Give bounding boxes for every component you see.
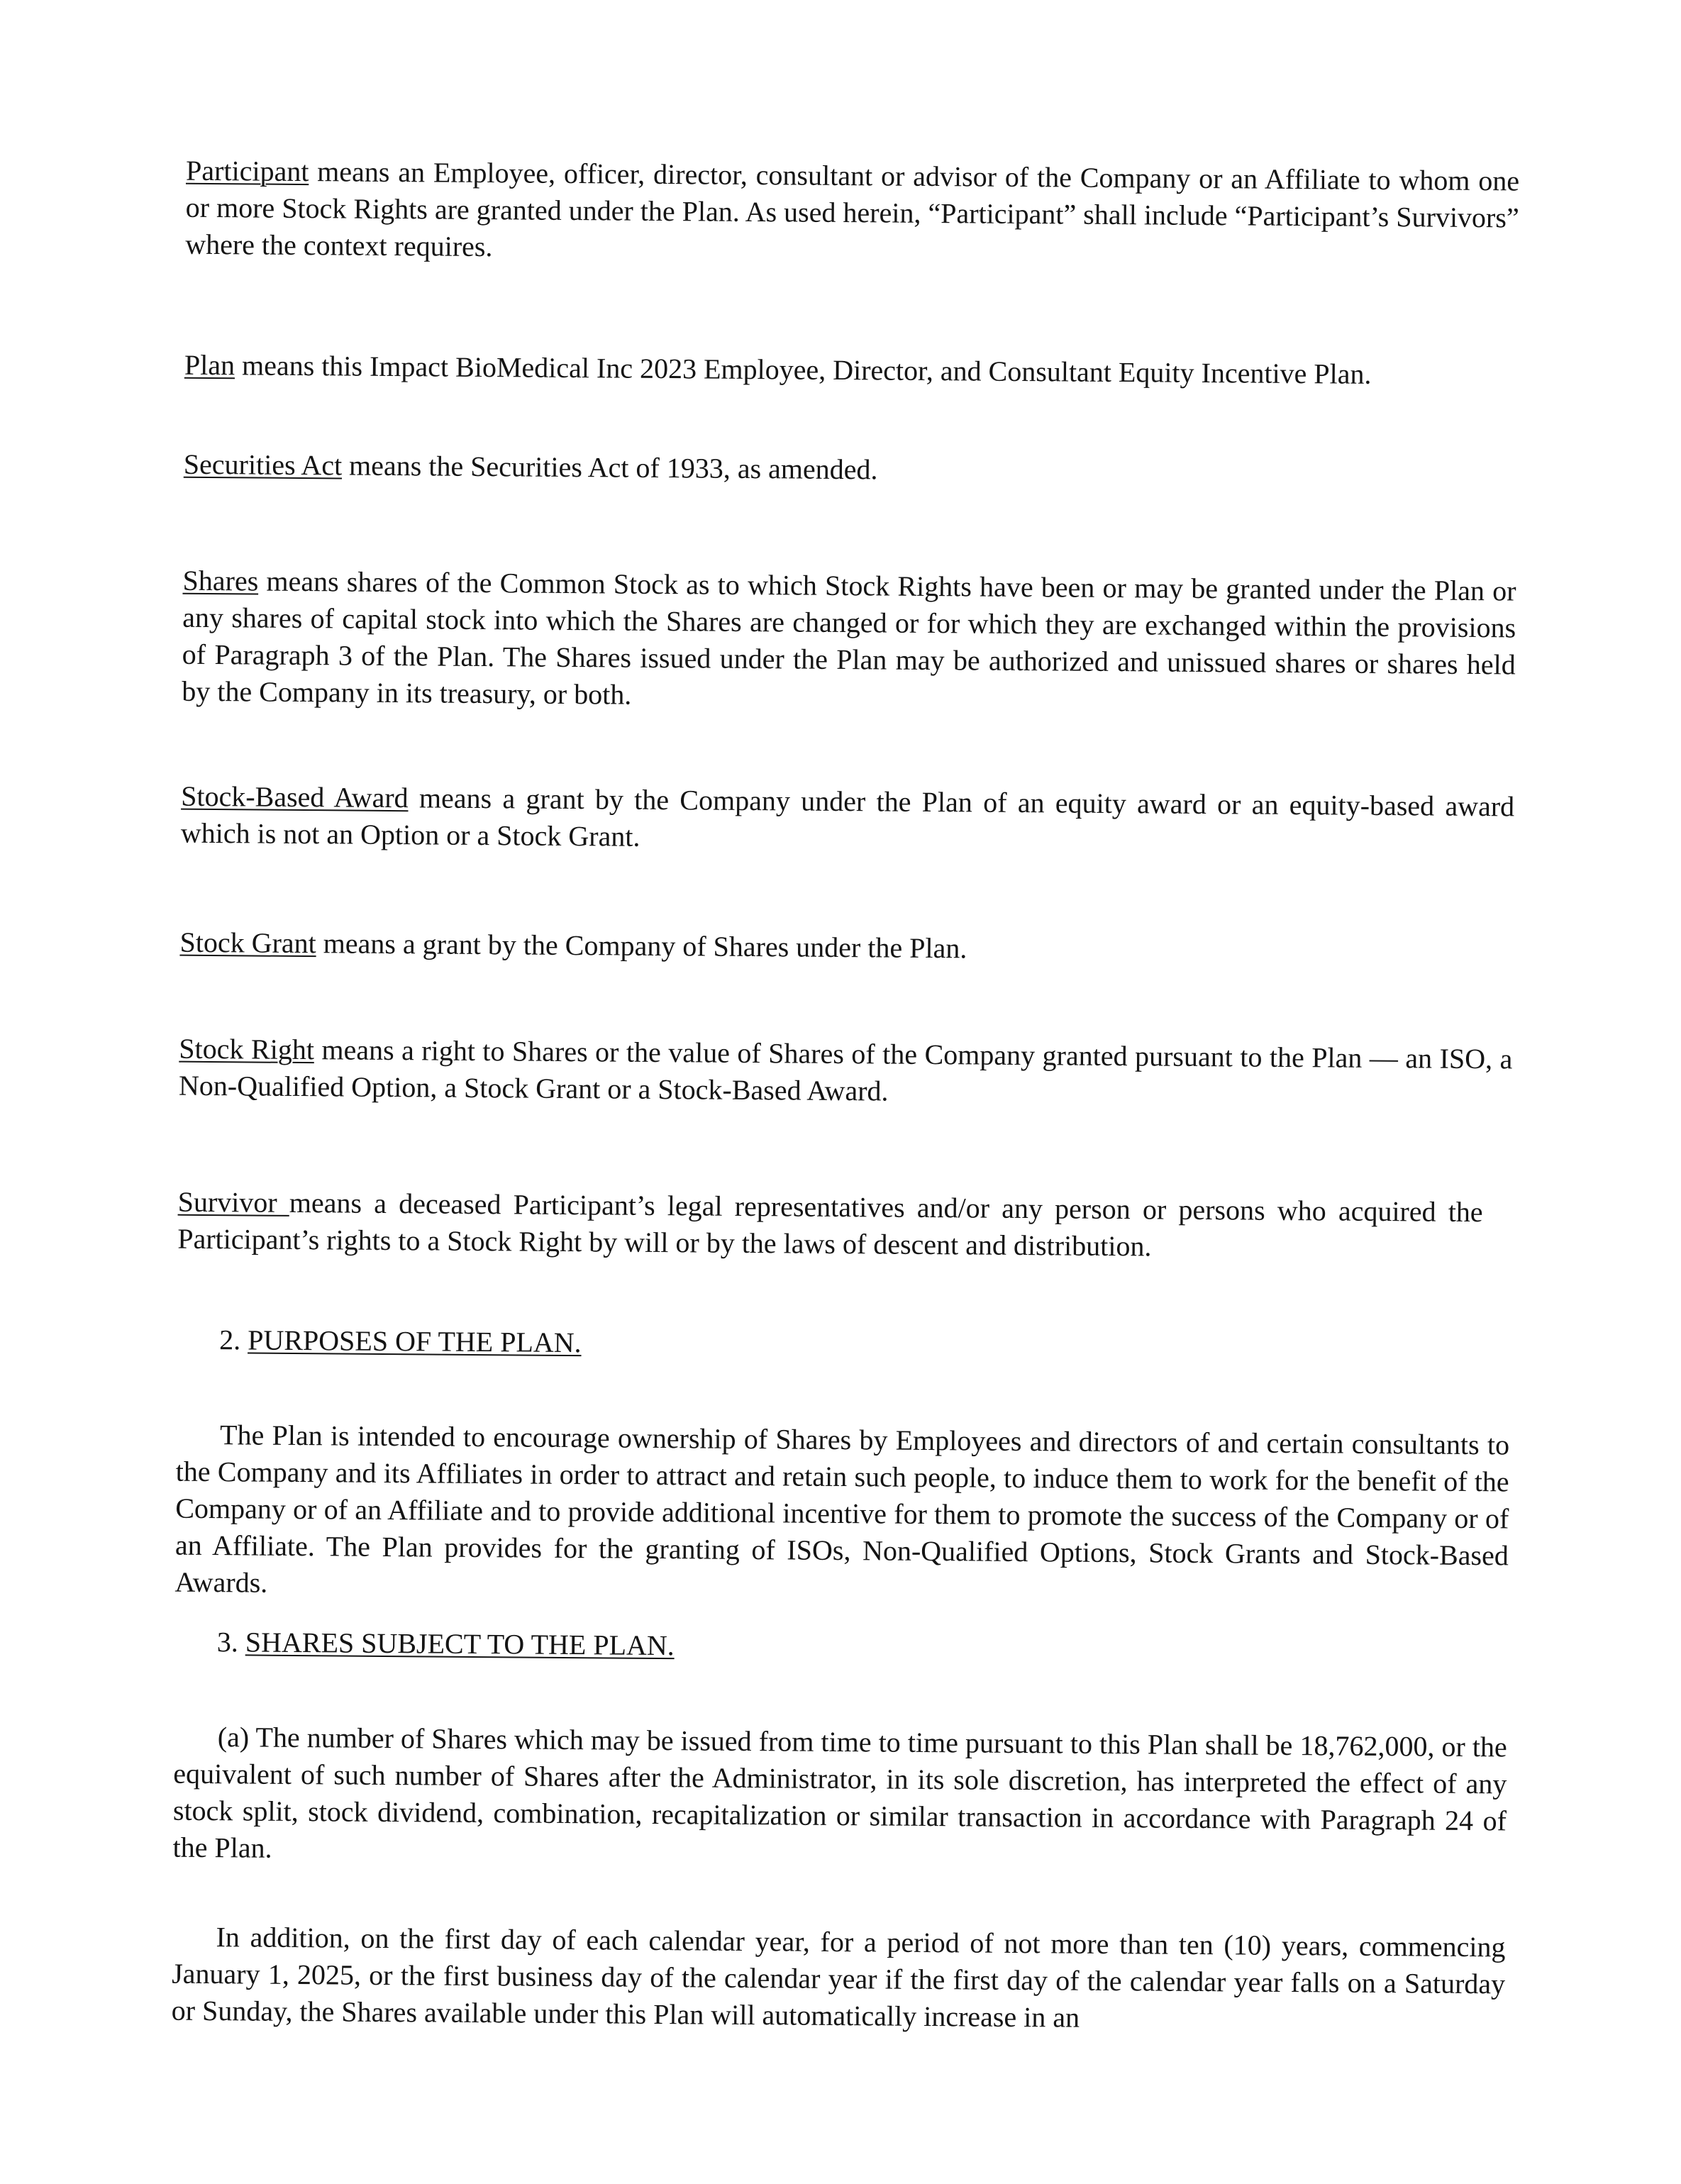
defined-term: Stock Right bbox=[179, 1032, 315, 1066]
defined-term: Plan bbox=[184, 348, 235, 382]
section-2-body: The Plan is intended to encourage ownership of Shares by Employees and directors of and certain consultants to the Company and its Affiliates in order to attract and retain such people, to induce them to work for the benefit of the Company or of an Affiliate and to provide additional incentive for them to promote the success of the Company or of an Affiliate. The Plan provides for the granting of ISOs, Non-Qualified Options, Stock Grants and Stock-Based Awards. bbox=[174, 1419, 1510, 1599]
definition-securities-act bbox=[184, 446, 1517, 494]
definition-text: means the Securities Act of 1933, as amended. bbox=[341, 449, 878, 486]
definition-survivor bbox=[177, 1184, 1483, 1268]
defined-term: Securities Act bbox=[183, 448, 343, 482]
definition-text: means a grant by the Company of Shares under the Plan. bbox=[316, 927, 967, 965]
section-3-paragraph-b: In addition, on the first day of each calendar year, for a period of not more than ten (10) years, commencing January 1, 2025, or the first business day of the calendar year if the first day of the calendar year falls on a Saturday or Sunday, the Shares available under this Plan will automatically increase in an bbox=[171, 1921, 1506, 2034]
definition-stock-right bbox=[179, 1031, 1513, 1115]
definition-participant bbox=[185, 153, 1519, 274]
definition-plan bbox=[184, 347, 1518, 394]
section-3-paragraph-a: (a) The number of Shares which may be issued from time to time pursuant to this Plan shall be 18,762,000, or the equivalent of such number of Shares after the Administrator, in its sole discretion, has interpreted the effect of any stock split, stock dividend, combination, recapitalization or similar transaction in accordance with Paragraph 24 of the Plan. bbox=[172, 1721, 1507, 1864]
definition-stock-based-award bbox=[181, 778, 1515, 863]
definition-text: means a right to Shares or the value of Shares of the Company granted pursuant to the Plan — an ISO, a Non-Qualified Option, a Stock Grant or a Stock-Based Award. bbox=[178, 1033, 1513, 1107]
section-title: PURPOSES OF THE PLAN. bbox=[248, 1324, 582, 1359]
definition-stock-grant bbox=[179, 924, 1513, 972]
section-2-heading bbox=[219, 1321, 582, 1361]
defined-term: Shares bbox=[182, 564, 259, 597]
defined-term: Participant bbox=[185, 154, 309, 188]
definition-text: means an Employee, officer, director, consultant or advisor of the Company or an Affiliate to whom one or more Stock Rights are granted under the Plan. As used herein, “Participant” shall include “Participant’s Survivors” where the context requires. bbox=[185, 155, 1520, 263]
definition-text: means shares of the Common Stock as to which Stock Rights have been or may be granted under the Plan or any shares of capital stock into which the Shares are changed or for which they are exchanged within the provisions of Paragraph 3 of the Plan. The Shares issued under the Plan may be authorized and unissued shares or shares held by the Company in its treasury, or both. bbox=[182, 565, 1516, 711]
definition-text: means a deceased Participant’s legal representatives and/or any person or persons who acquired the Participant’s rights to a Stock Right by will or by the laws of descent and distribution. bbox=[177, 1186, 1483, 1263]
section-number: 2. bbox=[219, 1324, 248, 1356]
defined-term: Survivor bbox=[177, 1185, 290, 1219]
section-number: 3. bbox=[216, 1626, 246, 1658]
section-title: SHARES SUBJECT TO THE PLAN. bbox=[245, 1626, 675, 1662]
definition-text: means a grant by the Company under the Plan of an equity award or an equity-based award which is not an Option or a Stock Grant. bbox=[180, 782, 1515, 853]
definition-text: means this Impact BioMedical Inc 2023 Employee, Director, and Consultant Equity Incentive Plan. bbox=[234, 349, 1372, 390]
defined-term: Stock-Based Award bbox=[181, 780, 409, 814]
defined-term: Stock Grant bbox=[179, 926, 316, 960]
definition-shares bbox=[182, 562, 1516, 721]
section-3-heading bbox=[217, 1624, 675, 1664]
